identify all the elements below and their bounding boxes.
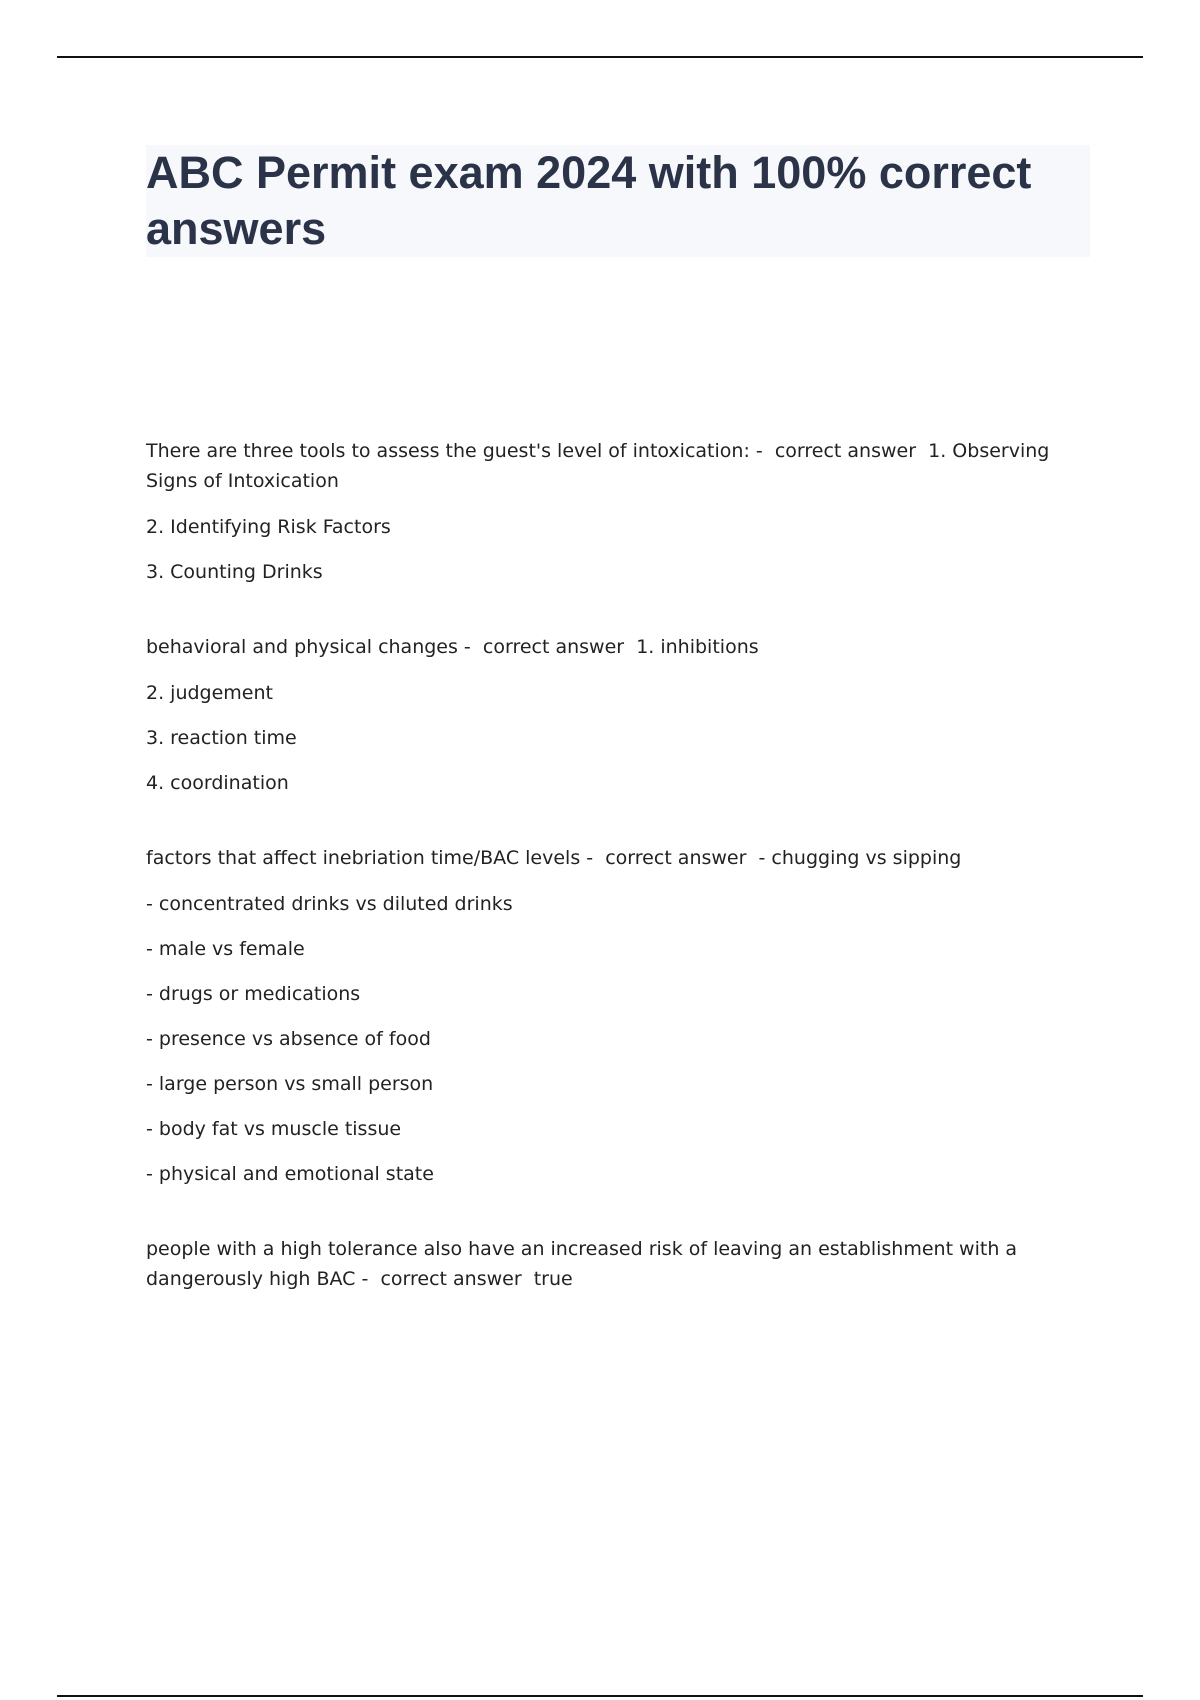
qa-first-line xyxy=(146,843,1086,873)
question-text: There are three tools to assess the guest's level of intoxication: - xyxy=(146,440,763,462)
bottom-rule xyxy=(57,1695,1143,1697)
qa-item xyxy=(146,632,1086,798)
answer-line: - drugs or medications xyxy=(146,983,361,1005)
answer-label: correct answer xyxy=(774,440,917,462)
answer-label: correct answer xyxy=(482,636,625,658)
question-text: behavioral and physical changes - xyxy=(146,636,471,658)
qa-first-line xyxy=(146,632,1086,662)
answer-line: - chugging vs sipping xyxy=(758,847,962,869)
question-text: people with a high tolerance also have an increased risk of leaving an establishment with a dangerously high BAC - xyxy=(146,1238,1018,1290)
top-rule xyxy=(57,56,1143,58)
answer-label: correct answer xyxy=(380,1268,522,1290)
answer-line: - physical and emotional state xyxy=(146,1163,434,1185)
title-block xyxy=(146,145,1090,257)
qa-first-line xyxy=(146,1234,1086,1294)
answer-line: - body fat vs muscle tissue xyxy=(146,1118,402,1140)
answer-line: 2. judgement xyxy=(146,682,273,704)
answer-line: 3. reaction time xyxy=(146,727,297,749)
answer-line: - large person vs small person xyxy=(146,1073,434,1095)
answer-line: 2. Identifying Risk Factors xyxy=(146,516,391,538)
answer-line: - presence vs absence of food xyxy=(146,1028,431,1050)
answer-line: true xyxy=(533,1268,573,1290)
question-text: factors that affect inebriation time/BAC levels - xyxy=(146,847,594,869)
qa-first-line xyxy=(146,436,1086,496)
qa-list xyxy=(146,436,1086,1339)
qa-item xyxy=(146,843,1086,1189)
answer-line: 1. Observing Signs of Intoxication xyxy=(146,440,1050,492)
answer-line: 4. coordination xyxy=(146,772,289,794)
answer-line: 1. inhibitions xyxy=(636,636,759,658)
qa-item xyxy=(146,436,1086,587)
answer-line: 3. Counting Drinks xyxy=(146,561,323,583)
answer-line: - concentrated drinks vs diluted drinks xyxy=(146,893,513,915)
qa-item xyxy=(146,1234,1086,1294)
answer-label: correct answer xyxy=(605,847,747,869)
document-title: ABC Permit exam 2024 with 100% correct answers xyxy=(146,147,1032,254)
answer-line: - male vs female xyxy=(146,938,305,960)
